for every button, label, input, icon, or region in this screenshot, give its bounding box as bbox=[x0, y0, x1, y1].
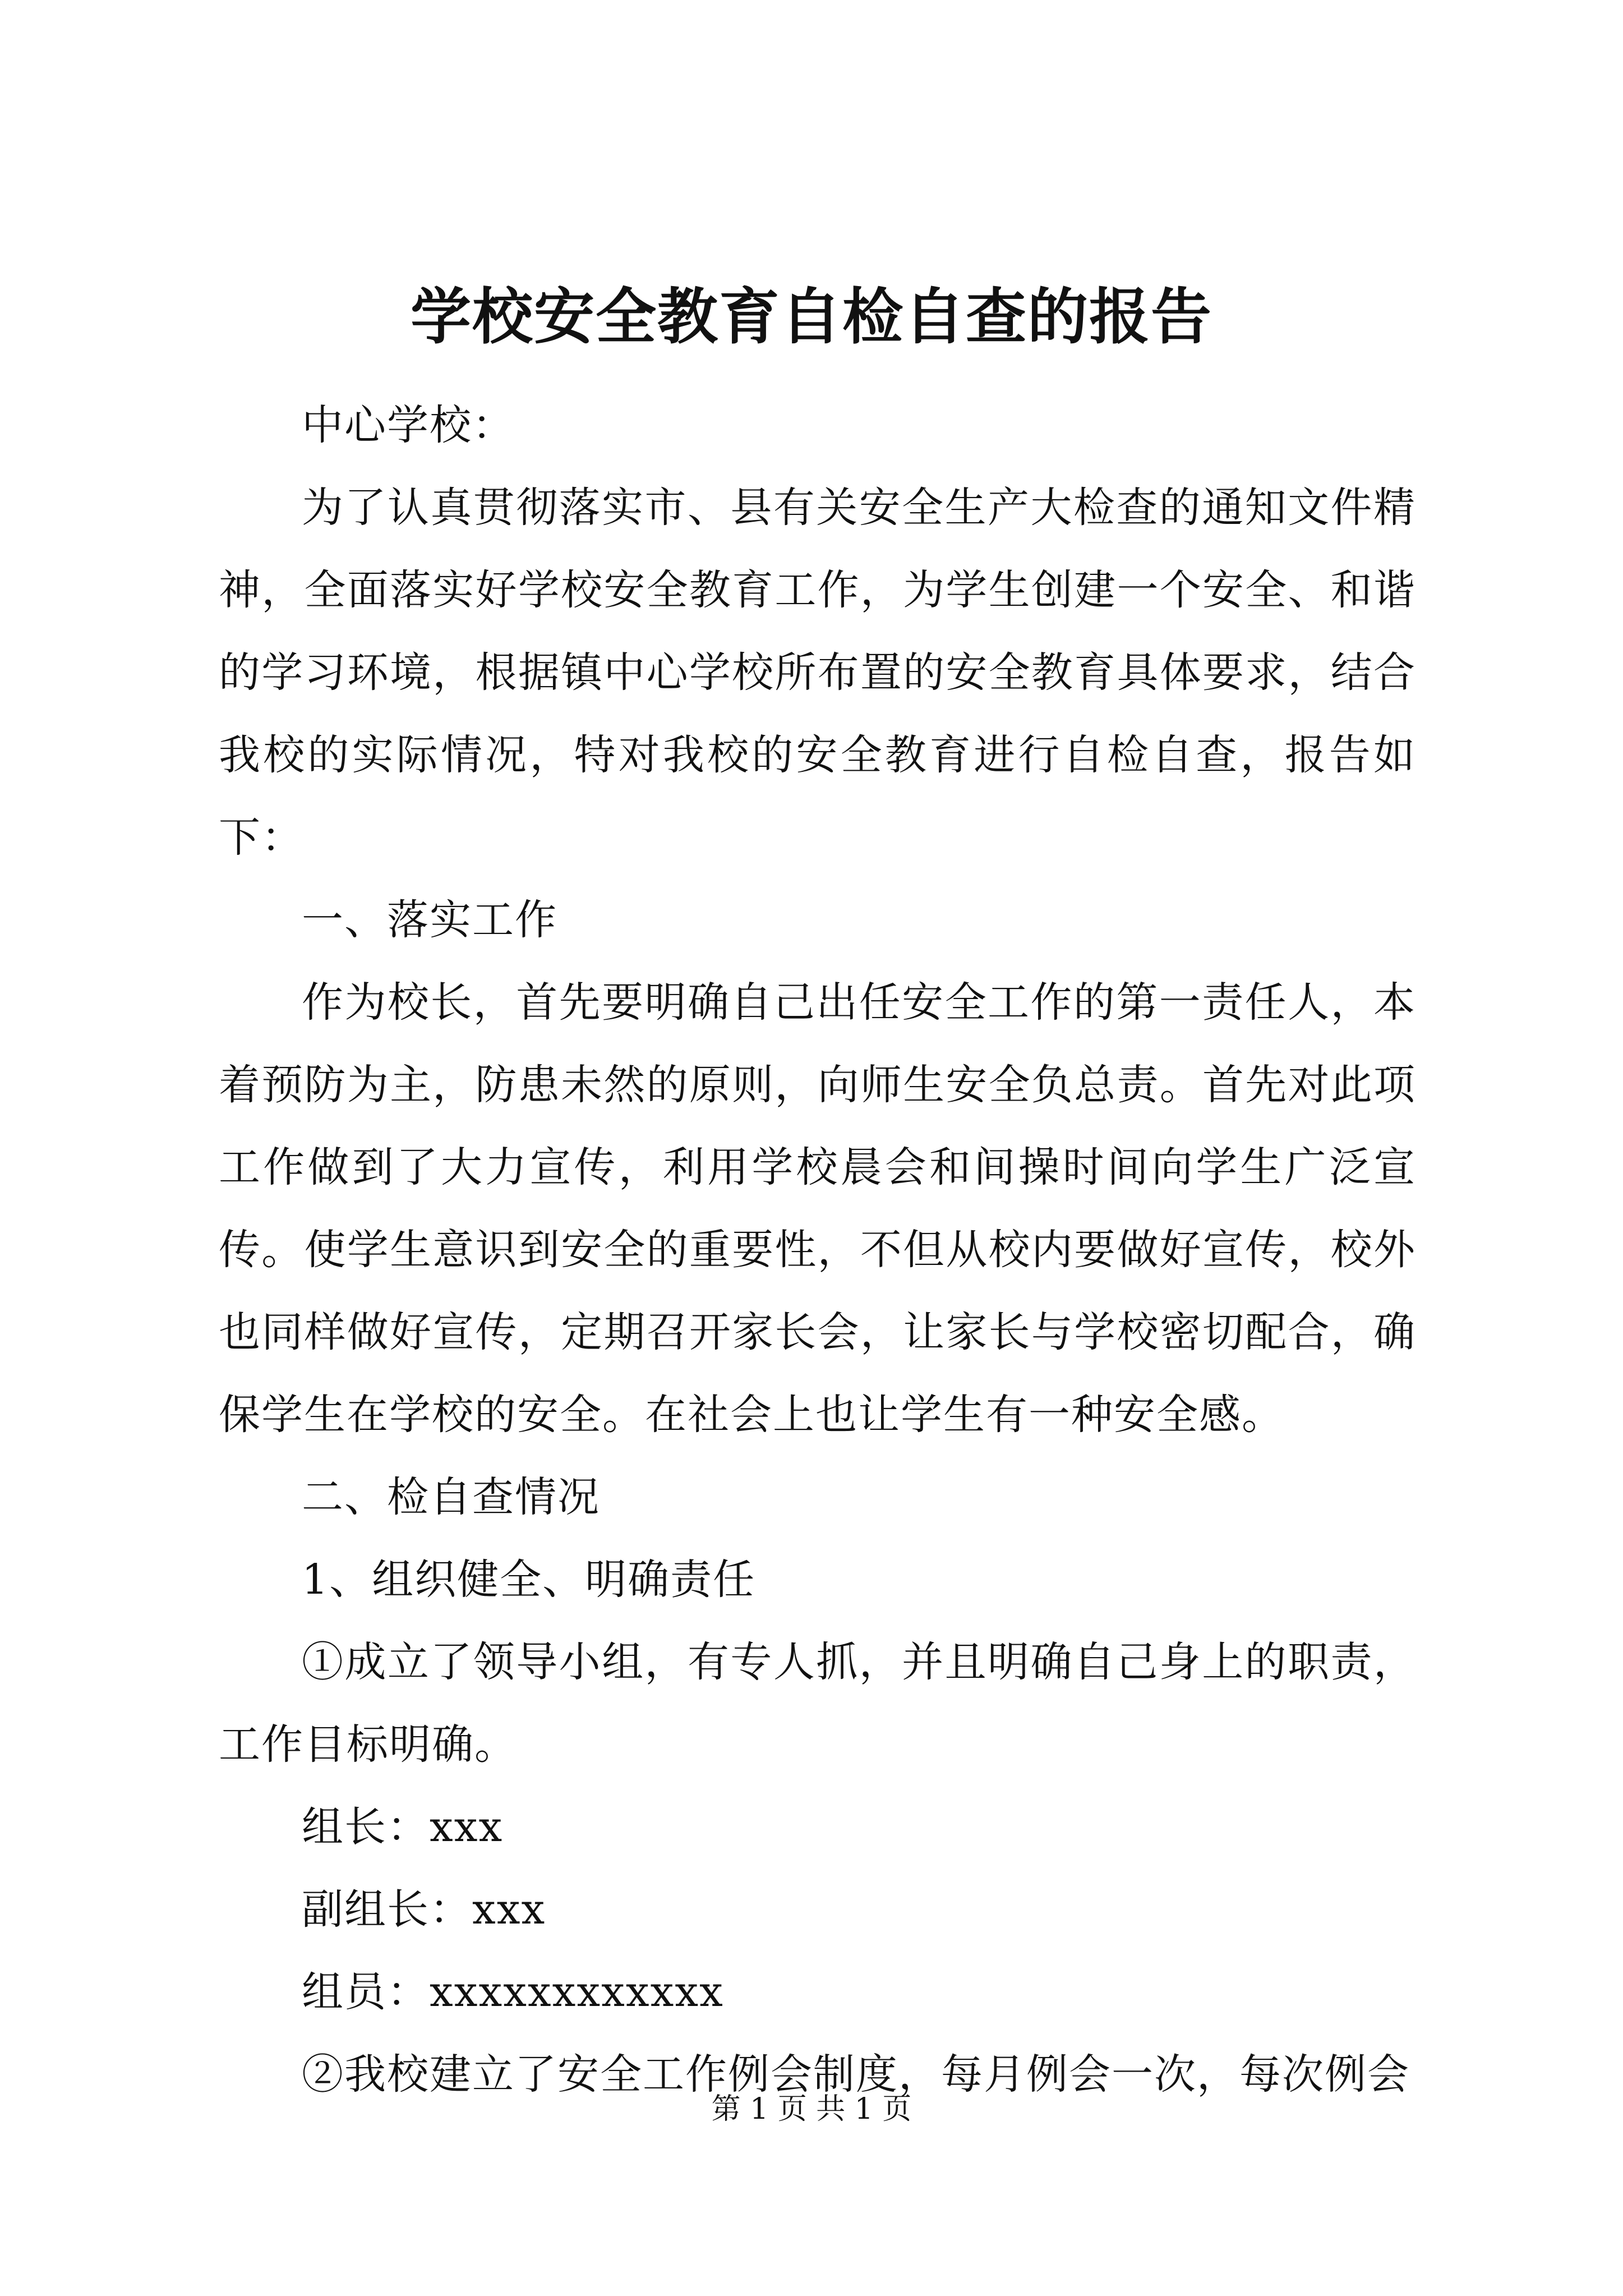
item-2-paragraph: ②我校建立了安全工作例会制度，每月例会一次，每次例会 bbox=[302, 2050, 1410, 2099]
group-leader-line: 组长：xxx bbox=[302, 1803, 504, 1851]
section-heading-2: 二、检自查情况 bbox=[302, 1473, 600, 1521]
group-members-line: 组员：xxxxxxxxxxxx bbox=[302, 1968, 724, 2016]
deputy-leader-line: 副组长：xxx bbox=[302, 1885, 546, 1934]
section-1-paragraph: 作为校长，首先要明确自己出任安全工作的第一责任人，本着预防为主，防患未然的原则，向师生安全负总责。首先对此项工作做到了大力宣传，利用学校晨会和间操时间向学生广泛宣传。使学生意识到安全的重要性，不但从校内要做好宣传，校外也同样做好宣传，定期召开家长会，让家长与学校密切配合，确保学生在学校的安全。在社会上也让学生有一种安全感。 bbox=[219, 978, 1416, 1439]
subsection-heading-1: 1、组织健全、明确责任 bbox=[302, 1556, 756, 1604]
salutation: 中心学校： bbox=[302, 401, 515, 449]
section-heading-1: 一、落实工作 bbox=[302, 896, 557, 944]
document-body bbox=[219, 384, 1416, 2116]
intro-paragraph: 为了认真贯彻落实市、县有关安全生产大检查的通知文件精神，全面落实好学校安全教育工作，为学生创建一个安全、和谐的学习环境，根据镇中心学校所布置的安全教育具体要求，结合我校的实际情况，特对我校的安全教育进行自检自查，报告如下： bbox=[219, 484, 1416, 862]
document-title: 学校安全教育自检自查的报告 bbox=[410, 282, 1212, 352]
item-1-paragraph: ①成立了领导小组，有专人抓，并且明确自己身上的职责，工作目标明确。 bbox=[219, 1638, 1416, 1769]
page-footer: 第 1 页 共 1 页 bbox=[711, 2092, 912, 2126]
